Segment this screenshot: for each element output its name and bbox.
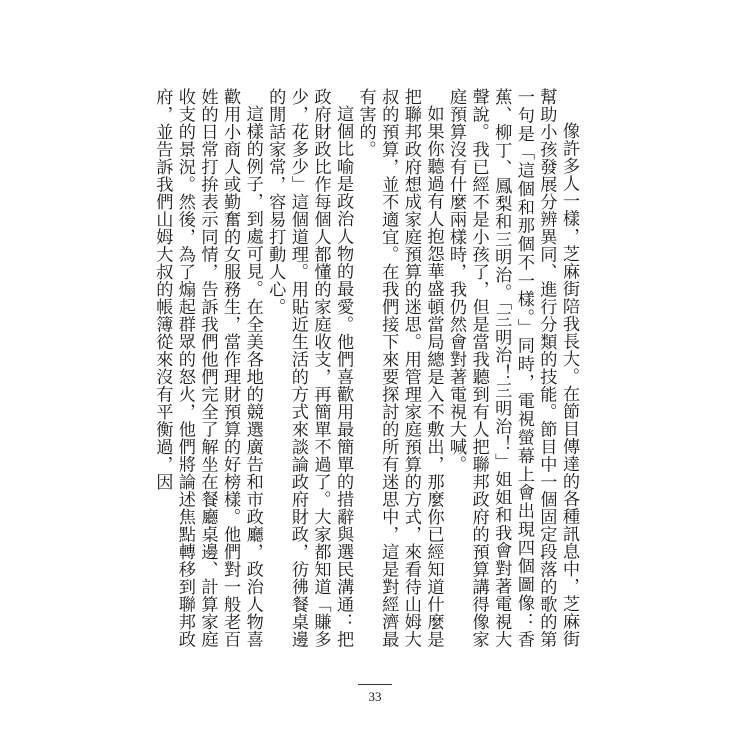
paragraph-4: 這樣的例子，到處可見。在全美各地的競選廣告和市政廳，政治人物喜歡用小商人或勤奮的女服務生，當作理財預算的好榜樣。他們對一般老百姓的日常打拚表示同情，告訴我們他們完全了解坐在餐廳桌邊、計算家庭收支的景況。然後，為了煽起群眾的怒火，他們將論述焦點轉移到聯邦政府，並告訴我們山姆大叔的帳簿從來沒有平衡過，因 <box>152 88 263 648</box>
footer-divider <box>358 684 392 685</box>
vertical-text-body <box>150 88 580 648</box>
paragraph-3: 這個比喻是政治人物的最愛。他們喜歡用最簡單的措辭與選民溝通：把政府財政比作每個人都懂的家庭收支，再簡單不過了。大家都知道「賺多少，花多少」這個道理。用貼近生活的方式來談論政府財政，彷彿餐桌邊的閒話家常，容易打動人心。 <box>265 88 354 648</box>
page-number: 33 <box>368 689 382 704</box>
paragraph-2: 如果你聽過有人抱怨華盛頓當局總是入不敷出，那麼你已經知道什麼是把聯邦政府想成家庭預算的迷思。用管理家庭預算的方式，來看待山姆大叔的預算，並不適宜。在我們接下來要探討的所有迷思中，這是對經濟最有害的。 <box>355 88 444 648</box>
paragraph-1: 像許多人一樣，芝麻街陪我長大。在節目傳達的各種訊息中，芝麻街幫助小孩發展分辨異同、進行分類的技能。節目中一個固定段落的歌的第一句是「這個和那個不一樣。」同時，電視螢幕上會出現四個圖像：香蕉、柳丁、鳳梨和三明治。「三明治！三明治！」姐姐和我會對著電視大聲說。我已經不是小孩了，但是當我聽到有人把聯邦政府的預算講得像家庭預算沒有什麼兩樣時，我仍然會對著電視大喊。 <box>446 88 579 648</box>
